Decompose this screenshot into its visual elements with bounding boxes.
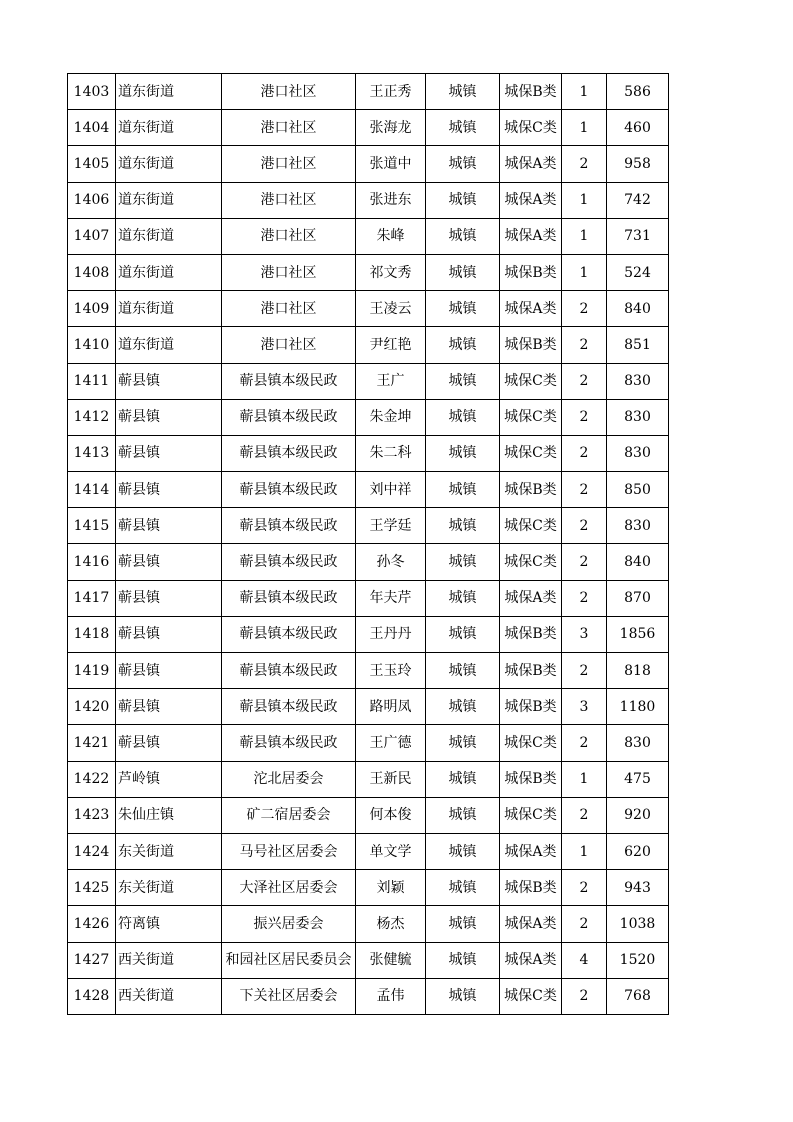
cell-household-type: 城镇 (426, 508, 500, 544)
cell-amount: 840 (607, 544, 669, 580)
table-row (68, 725, 669, 761)
cell-household-type: 城镇 (426, 906, 500, 942)
table-row (68, 833, 669, 869)
cell-member-count: 1 (562, 761, 607, 797)
cell-community: 蕲县镇本级民政 (222, 544, 356, 580)
cell-amount: 830 (607, 725, 669, 761)
cell-amount: 870 (607, 580, 669, 616)
cell-amount: 742 (607, 182, 669, 218)
cell-serial-number: 1408 (68, 254, 116, 290)
table-row (68, 978, 669, 1014)
table-row (68, 942, 669, 978)
table-row (68, 870, 669, 906)
cell-person-name: 年夫芹 (356, 580, 426, 616)
table-row (68, 508, 669, 544)
cell-household-type: 城镇 (426, 653, 500, 689)
cell-amount: 851 (607, 327, 669, 363)
cell-household-type: 城镇 (426, 870, 500, 906)
cell-assistance-category: 城保B类 (500, 870, 562, 906)
cell-serial-number: 1411 (68, 363, 116, 399)
cell-amount: 620 (607, 833, 669, 869)
cell-household-type: 城镇 (426, 616, 500, 652)
cell-member-count: 2 (562, 725, 607, 761)
cell-serial-number: 1409 (68, 291, 116, 327)
cell-household-type: 城镇 (426, 146, 500, 182)
cell-township: 东关街道 (116, 833, 222, 869)
cell-member-count: 2 (562, 363, 607, 399)
cell-serial-number: 1428 (68, 978, 116, 1014)
table-row (68, 110, 669, 146)
cell-amount: 460 (607, 110, 669, 146)
cell-member-count: 2 (562, 653, 607, 689)
cell-household-type: 城镇 (426, 110, 500, 146)
cell-household-type: 城镇 (426, 942, 500, 978)
cell-township: 蕲县镇 (116, 472, 222, 508)
cell-amount: 840 (607, 291, 669, 327)
table-row (68, 146, 669, 182)
cell-household-type: 城镇 (426, 725, 500, 761)
cell-amount: 850 (607, 472, 669, 508)
table-row (68, 797, 669, 833)
cell-serial-number: 1418 (68, 616, 116, 652)
cell-amount: 830 (607, 399, 669, 435)
cell-person-name: 王新民 (356, 761, 426, 797)
cell-person-name: 杨杰 (356, 906, 426, 942)
cell-serial-number: 1414 (68, 472, 116, 508)
cell-household-type: 城镇 (426, 689, 500, 725)
cell-person-name: 尹红艳 (356, 327, 426, 363)
cell-assistance-category: 城保B类 (500, 653, 562, 689)
cell-township: 道东街道 (116, 254, 222, 290)
cell-community: 下关社区居委会 (222, 978, 356, 1014)
cell-person-name: 王广德 (356, 725, 426, 761)
table-row (68, 291, 669, 327)
cell-township: 蕲县镇 (116, 689, 222, 725)
cell-household-type: 城镇 (426, 218, 500, 254)
cell-serial-number: 1422 (68, 761, 116, 797)
cell-township: 道东街道 (116, 182, 222, 218)
cell-community: 振兴居委会 (222, 906, 356, 942)
cell-amount: 920 (607, 797, 669, 833)
cell-member-count: 1 (562, 254, 607, 290)
cell-amount: 731 (607, 218, 669, 254)
cell-person-name: 路明凤 (356, 689, 426, 725)
cell-amount: 1520 (607, 942, 669, 978)
cell-member-count: 3 (562, 616, 607, 652)
cell-serial-number: 1421 (68, 725, 116, 761)
cell-assistance-category: 城保B类 (500, 689, 562, 725)
cell-community: 蕲县镇本级民政 (222, 580, 356, 616)
cell-member-count: 2 (562, 580, 607, 616)
cell-member-count: 1 (562, 833, 607, 869)
cell-serial-number: 1425 (68, 870, 116, 906)
cell-serial-number: 1404 (68, 110, 116, 146)
cell-amount: 1038 (607, 906, 669, 942)
cell-township: 西关街道 (116, 942, 222, 978)
cell-household-type: 城镇 (426, 363, 500, 399)
table-row (68, 761, 669, 797)
cell-person-name: 王凌云 (356, 291, 426, 327)
cell-township: 蕲县镇 (116, 544, 222, 580)
cell-community: 港口社区 (222, 291, 356, 327)
cell-community: 蕲县镇本级民政 (222, 689, 356, 725)
cell-serial-number: 1407 (68, 218, 116, 254)
cell-assistance-category: 城保A类 (500, 906, 562, 942)
cell-township: 蕲县镇 (116, 435, 222, 471)
cell-member-count: 2 (562, 797, 607, 833)
cell-assistance-category: 城保C类 (500, 110, 562, 146)
cell-serial-number: 1427 (68, 942, 116, 978)
cell-assistance-category: 城保C类 (500, 508, 562, 544)
table-row (68, 616, 669, 652)
cell-community: 港口社区 (222, 146, 356, 182)
cell-person-name: 张道中 (356, 146, 426, 182)
cell-township: 蕲县镇 (116, 508, 222, 544)
cell-community: 和园社区居民委员会 (222, 942, 356, 978)
cell-community: 港口社区 (222, 110, 356, 146)
cell-serial-number: 1412 (68, 399, 116, 435)
cell-member-count: 2 (562, 327, 607, 363)
cell-person-name: 单文学 (356, 833, 426, 869)
cell-member-count: 2 (562, 544, 607, 580)
cell-community: 港口社区 (222, 327, 356, 363)
cell-person-name: 王广 (356, 363, 426, 399)
cell-township: 道东街道 (116, 291, 222, 327)
cell-community: 港口社区 (222, 218, 356, 254)
table-row (68, 399, 669, 435)
cell-community: 蕲县镇本级民政 (222, 725, 356, 761)
cell-person-name: 刘中祥 (356, 472, 426, 508)
cell-member-count: 2 (562, 978, 607, 1014)
cell-member-count: 4 (562, 942, 607, 978)
table-row (68, 327, 669, 363)
cell-serial-number: 1419 (68, 653, 116, 689)
cell-community: 港口社区 (222, 74, 356, 110)
cell-assistance-category: 城保A类 (500, 218, 562, 254)
cell-member-count: 2 (562, 906, 607, 942)
cell-township: 蕲县镇 (116, 363, 222, 399)
cell-serial-number: 1420 (68, 689, 116, 725)
cell-amount: 768 (607, 978, 669, 1014)
cell-assistance-category: 城保B类 (500, 327, 562, 363)
cell-assistance-category: 城保A类 (500, 942, 562, 978)
cell-township: 道东街道 (116, 218, 222, 254)
cell-township: 芦岭镇 (116, 761, 222, 797)
cell-serial-number: 1405 (68, 146, 116, 182)
cell-township: 朱仙庄镇 (116, 797, 222, 833)
cell-household-type: 城镇 (426, 182, 500, 218)
table-row (68, 906, 669, 942)
cell-amount: 830 (607, 508, 669, 544)
cell-household-type: 城镇 (426, 472, 500, 508)
cell-person-name: 王正秀 (356, 74, 426, 110)
cell-amount: 475 (607, 761, 669, 797)
cell-household-type: 城镇 (426, 761, 500, 797)
cell-township: 蕲县镇 (116, 616, 222, 652)
cell-member-count: 2 (562, 472, 607, 508)
cell-person-name: 朱峰 (356, 218, 426, 254)
table-row (68, 580, 669, 616)
cell-amount: 830 (607, 363, 669, 399)
cell-community: 矿二宿居委会 (222, 797, 356, 833)
cell-person-name: 祁文秀 (356, 254, 426, 290)
cell-amount: 818 (607, 653, 669, 689)
cell-township: 蕲县镇 (116, 580, 222, 616)
cell-member-count: 1 (562, 182, 607, 218)
cell-person-name: 王丹丹 (356, 616, 426, 652)
cell-community: 马号社区居委会 (222, 833, 356, 869)
cell-person-name: 刘颖 (356, 870, 426, 906)
cell-member-count: 2 (562, 399, 607, 435)
table-row (68, 254, 669, 290)
cell-township: 西关街道 (116, 978, 222, 1014)
cell-assistance-category: 城保C类 (500, 797, 562, 833)
cell-household-type: 城镇 (426, 74, 500, 110)
cell-person-name: 张海龙 (356, 110, 426, 146)
cell-member-count: 2 (562, 435, 607, 471)
table-row (68, 74, 669, 110)
cell-township: 道东街道 (116, 327, 222, 363)
cell-amount: 830 (607, 435, 669, 471)
cell-member-count: 1 (562, 218, 607, 254)
cell-community: 蕲县镇本级民政 (222, 508, 356, 544)
table-row (68, 435, 669, 471)
cell-member-count: 2 (562, 146, 607, 182)
table-body (68, 74, 669, 1015)
cell-person-name: 张进东 (356, 182, 426, 218)
cell-serial-number: 1406 (68, 182, 116, 218)
cell-community: 蕲县镇本级民政 (222, 399, 356, 435)
cell-person-name: 朱二科 (356, 435, 426, 471)
cell-person-name: 王玉玲 (356, 653, 426, 689)
cell-assistance-category: 城保C类 (500, 978, 562, 1014)
cell-assistance-category: 城保A类 (500, 833, 562, 869)
cell-assistance-category: 城保C类 (500, 363, 562, 399)
cell-township: 符离镇 (116, 906, 222, 942)
cell-assistance-category: 城保A类 (500, 580, 562, 616)
cell-assistance-category: 城保A类 (500, 291, 562, 327)
cell-household-type: 城镇 (426, 580, 500, 616)
cell-assistance-category: 城保C类 (500, 725, 562, 761)
cell-household-type: 城镇 (426, 833, 500, 869)
cell-household-type: 城镇 (426, 291, 500, 327)
cell-member-count: 2 (562, 291, 607, 327)
cell-serial-number: 1415 (68, 508, 116, 544)
cell-serial-number: 1426 (68, 906, 116, 942)
cell-community: 蕲县镇本级民政 (222, 472, 356, 508)
cell-township: 蕲县镇 (116, 725, 222, 761)
cell-community: 蕲县镇本级民政 (222, 653, 356, 689)
cell-assistance-category: 城保B类 (500, 761, 562, 797)
cell-household-type: 城镇 (426, 544, 500, 580)
table-row (68, 218, 669, 254)
cell-assistance-category: 城保B类 (500, 616, 562, 652)
cell-person-name: 孟伟 (356, 978, 426, 1014)
cell-township: 道东街道 (116, 146, 222, 182)
table-row (68, 653, 669, 689)
cell-township: 东关街道 (116, 870, 222, 906)
cell-member-count: 1 (562, 110, 607, 146)
cell-township: 蕲县镇 (116, 399, 222, 435)
cell-community: 港口社区 (222, 182, 356, 218)
cell-assistance-category: 城保A类 (500, 182, 562, 218)
cell-serial-number: 1410 (68, 327, 116, 363)
table-row (68, 182, 669, 218)
table-row (68, 544, 669, 580)
cell-person-name: 何本俊 (356, 797, 426, 833)
cell-community: 蕲县镇本级民政 (222, 435, 356, 471)
cell-assistance-category: 城保B类 (500, 472, 562, 508)
cell-person-name: 孙冬 (356, 544, 426, 580)
table-row (68, 472, 669, 508)
cell-serial-number: 1416 (68, 544, 116, 580)
cell-amount: 958 (607, 146, 669, 182)
cell-assistance-category: 城保C类 (500, 435, 562, 471)
cell-assistance-category: 城保A类 (500, 146, 562, 182)
cell-member-count: 2 (562, 508, 607, 544)
table-row (68, 689, 669, 725)
cell-household-type: 城镇 (426, 435, 500, 471)
cell-person-name: 朱金坤 (356, 399, 426, 435)
cell-community: 蕲县镇本级民政 (222, 616, 356, 652)
table-row (68, 363, 669, 399)
cell-member-count: 1 (562, 74, 607, 110)
cell-serial-number: 1403 (68, 74, 116, 110)
cell-member-count: 2 (562, 870, 607, 906)
cell-assistance-category: 城保B类 (500, 254, 562, 290)
cell-community: 沱北居委会 (222, 761, 356, 797)
cell-township: 蕲县镇 (116, 653, 222, 689)
cell-amount: 586 (607, 74, 669, 110)
cell-serial-number: 1423 (68, 797, 116, 833)
cell-amount: 943 (607, 870, 669, 906)
cell-member-count: 3 (562, 689, 607, 725)
cell-person-name: 王学廷 (356, 508, 426, 544)
cell-person-name: 张健毓 (356, 942, 426, 978)
cell-serial-number: 1413 (68, 435, 116, 471)
cell-amount: 1180 (607, 689, 669, 725)
cell-serial-number: 1417 (68, 580, 116, 616)
cell-household-type: 城镇 (426, 254, 500, 290)
cell-community: 港口社区 (222, 254, 356, 290)
cell-community: 蕲县镇本级民政 (222, 363, 356, 399)
cell-amount: 1856 (607, 616, 669, 652)
cell-assistance-category: 城保C类 (500, 544, 562, 580)
cell-household-type: 城镇 (426, 327, 500, 363)
cell-township: 道东街道 (116, 74, 222, 110)
cell-household-type: 城镇 (426, 978, 500, 1014)
cell-community: 大泽社区居委会 (222, 870, 356, 906)
cell-household-type: 城镇 (426, 797, 500, 833)
cell-township: 道东街道 (116, 110, 222, 146)
cell-household-type: 城镇 (426, 399, 500, 435)
cell-assistance-category: 城保B类 (500, 74, 562, 110)
cell-assistance-category: 城保C类 (500, 399, 562, 435)
cell-serial-number: 1424 (68, 833, 116, 869)
data-table (67, 73, 669, 1015)
cell-amount: 524 (607, 254, 669, 290)
